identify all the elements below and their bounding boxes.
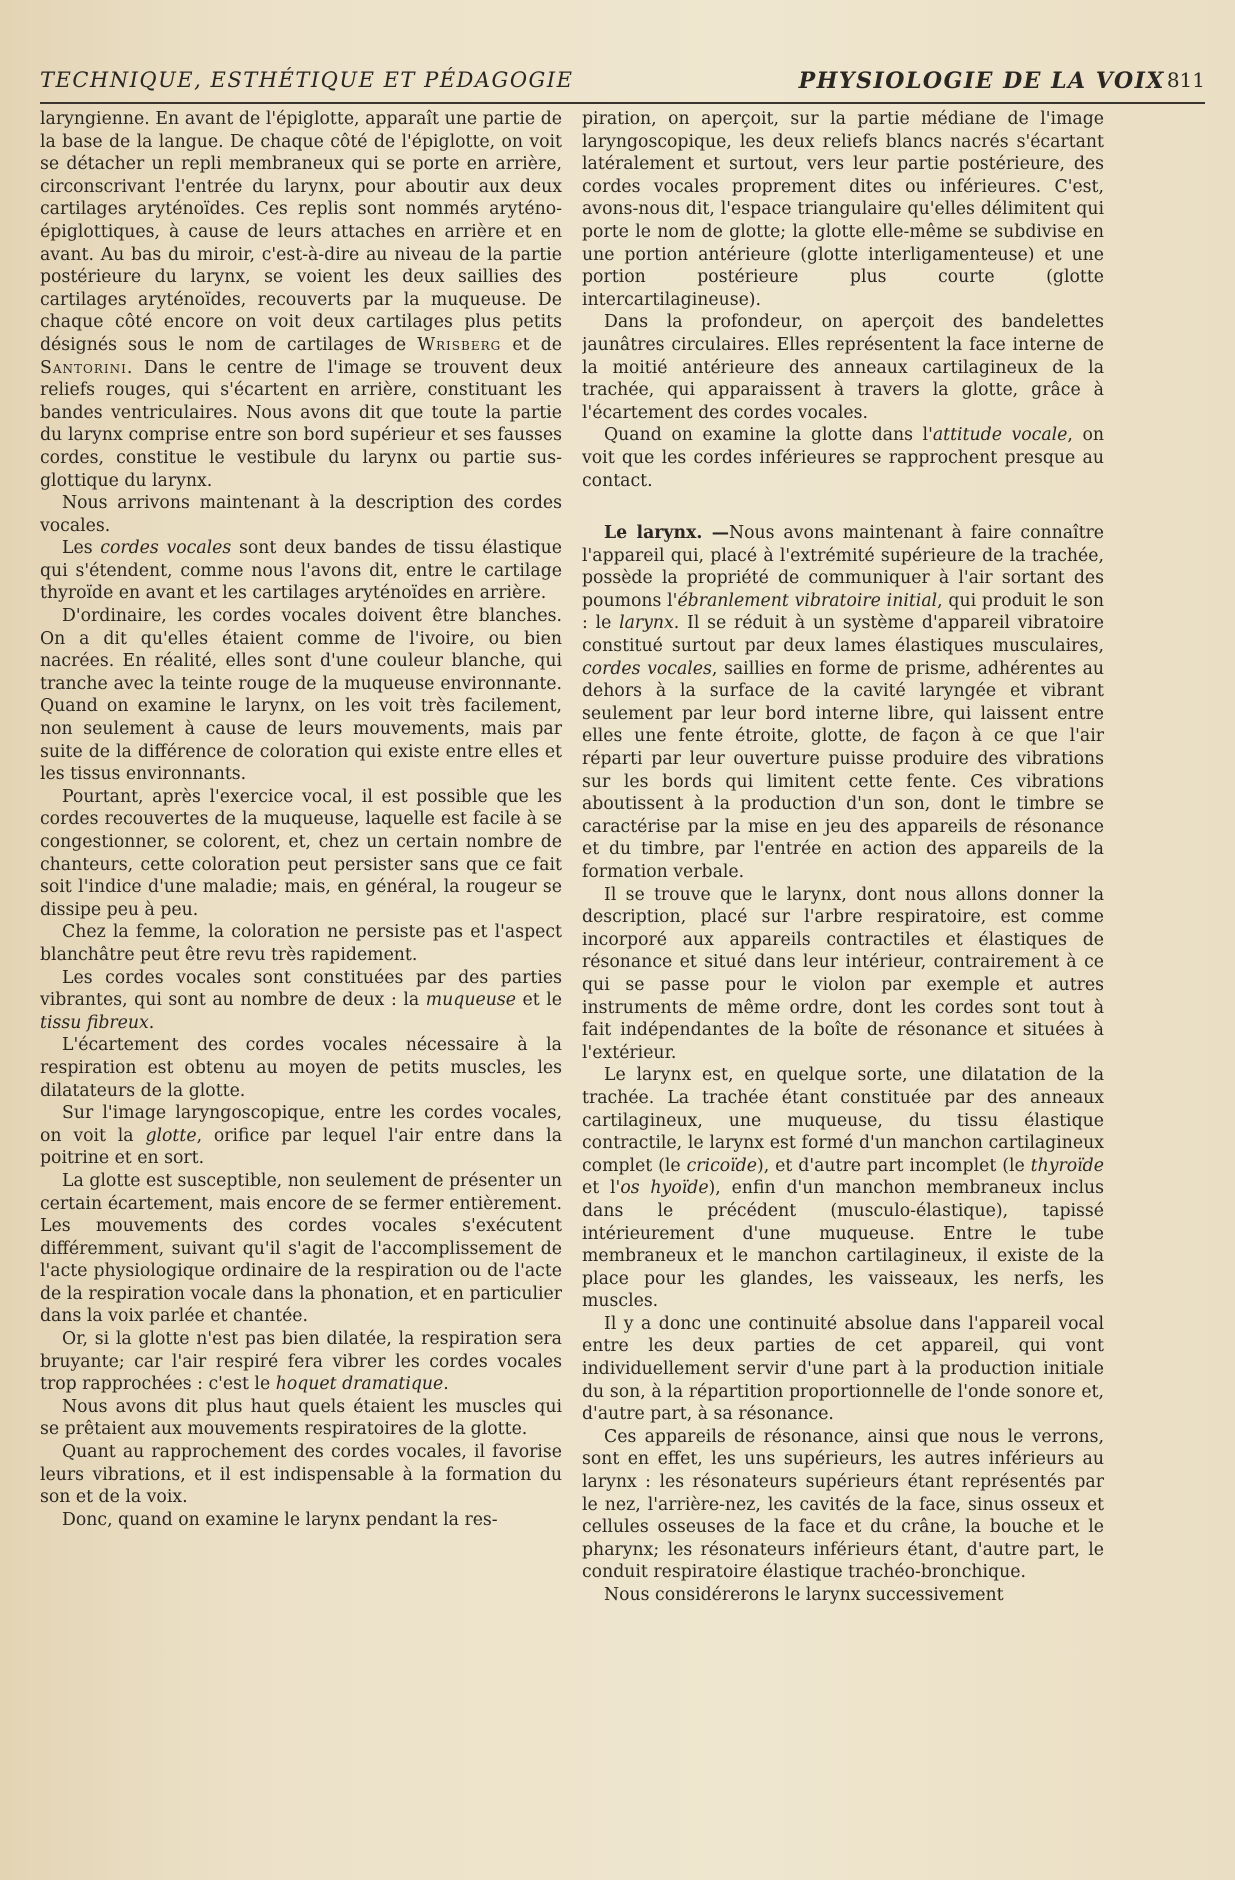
section-title: Le larynx. — bbox=[604, 523, 730, 544]
paragraph: Ces appareils de résonance, ainsi que nous le verrons, sont en effet, les uns supérieurs, les autres inférieurs au larynx : les résonateurs supérieurs étant représentés par le nez, l'arrière-nez, les cavités de la face, sinus osseux et cellules osseuses de la face et du crâne, la bouche et le pharynx; les résonateurs inférieurs étant, d'autre part, le conduit respiratoire élastique trachéo-bronchique. bbox=[582, 1426, 1104, 1583]
paragraph: Il se trouve que le larynx, dont nous allons donner la description, placé sur l'arbre respiratoire, est comme incorporé aux appareils contractiles et élastiques de résonance et situé dans leur intérieur, contrairement à ce qui se passe pour le violon par exemple et autres instruments de même ordre, dont les cordes sont tout à fait indépendantes de la boîte de résonance et situées à l'extérieur. bbox=[582, 884, 1104, 1063]
section-paragraph: Le larynx. —Nous avons maintenant à faire connaître l'appareil qui, placé à l'extrémité supérieure de la trachée, possède la propriété de communiquer à l'air sortant des poumons l'ébranlement vibratoire initial, qui produit le son : le larynx. Il se réduit à un système d'appareil vibratoire constitué surtout par deux lames élastiques musculaires, cordes vocales, saillies en forme de prisme, adhérentes au dehors à la surface de la cavité laryngée et vibrant seulement par leur bord interne libre, qui laissent entre elles une fente étroite, glotte, de façon à ce que l'air réparti par leur ouverture puisse produire des vibrations sur les bords qui limitent cette fente. Ces vibrations aboutissent à la production d'un son, dont le timbre se caractérise par la mise en jeu des appareils de résonance et du timbre, par l'entrée en action des appareils de la formation verbale. bbox=[582, 523, 1104, 882]
paragraph: Le larynx est, en quelque sorte, une dilatation de la trachée. La trachée étant constituée par des anneaux cartilagineux, une muqueuse, du tissu élastique contractile, le larynx est formé d'un manchon cartilagineux complet (le cricoïde), et d'autre part incomplet (le thyroïde et l'os hyoïde), enfin d'un manchon membraneux inclus dans le précédent (musculo-élastique), tapissé intérieurement d'une muqueuse. Entre le tube membraneux et le manchon cartilagineux, il existe de la place pour les glandes, les vaisseaux, les nerfs, les muscles. bbox=[582, 1065, 1104, 1312]
paragraph: Donc, quand on examine le larynx pendant la res- bbox=[62, 1509, 498, 1530]
paragraph: Pourtant, après l'exercice vocal, il est possible que les cordes recouvertes de la muqueuse, laquelle est facile à se congestionner, se colorent, et, chez un certain nombre de chanteurs, cette coloration peut persister sans que ce fait soit l'indice d'une maladie; mais, en général, la rougeur se dissipe peu à peu. bbox=[40, 786, 562, 920]
paragraph: piration, on aperçoit, sur la partie médiane de l'image laryngoscopique, les deux reliefs blancs nacrés s'écartant latéralement et surtout, vers leur partie postérieure, des cordes vocales proprement dites ou inférieures. C'est, avons-nous dit, l'espace triangulaire qu'elles délimitent qui porte le nom de glotte; la glotte elle-même se subdivise en une portion antérieure (glotte interligamenteuse) et une portion postérieure plus courte (glotte intercartilagineuse). bbox=[582, 109, 1104, 310]
running-header bbox=[40, 68, 1205, 104]
left-column bbox=[40, 108, 562, 1868]
paragraph: La glotte est susceptible, non seulement de présenter un certain écartement, mais encore de se fermer entièrement. Les mouvements des cordes vocales s'exécutent différemment, suivant qu'il s'agit de l'accomplissement de l'acte physiologique ordinaire de la respiration ou de l'acte de la respiration vocale dans la phonation, et en particulier dans la voix parlée et chantée. bbox=[40, 1170, 562, 1327]
paragraph: D'ordinaire, les cordes vocales doivent être blanches. On a dit qu'elles étaient comme de l'ivoire, ou bien nacrées. En réalité, elles sont d'une couleur blanche, qui tranche avec la teinte rouge de la muqueuse environnante. Quand on examine le larynx, on les voit très facilement, non seulement à cause de leurs mouvements, mais par suite de la différence de coloration qui existe entre elles et les tissus environnants. bbox=[40, 606, 562, 785]
paragraph: laryngienne. En avant de l'épiglotte, apparaît une partie de la base de la langue. De chaque côté de l'épiglotte, on voit se détacher un repli membraneux qui se porte en arrière, circonscrivant l'entrée du larynx, pour aboutir aux deux cartilages aryténoïdes. Ces replis sont nommés aryténo-épiglottiques, à cause de leurs attaches en arrière et en avant. Au bas du miroir, c'est-à-dire au niveau de la partie postérieure du larynx, se voient les deux saillies des cartilages aryténoïdes, recouverts par la muqueuse. De chaque côté encore on voit deux cartilages plus petits désignés sous le nom de cartilages de Wrisberg et de Santorini. Dans le centre de l'image se trouvent deux reliefs rouges, qui s'écartent en arrière, constituant les bandes ventriculaires. Nous avons dit que toute la partie du larynx comprise entre son bord supérieur et ses fausses cordes, constitue le vestibule du larynx ou partie sus-glottique du larynx. bbox=[40, 109, 562, 491]
paragraph: Nous avons dit plus haut quels étaient les muscles qui se prêtaient aux mouvements respiratoires de la glotte. bbox=[40, 1396, 562, 1440]
paragraph: Il y a donc une continuité absolue dans l'appareil vocal entre les deux parties de cet appareil, qui vont individuellement servir d'une part à la production initiale du son, à la répartition proportionnelle de l'onde sonore et, d'autre part, à sa résonance. bbox=[582, 1313, 1104, 1425]
header-right-title: PHYSIOLOGIE DE LA VOIX bbox=[798, 68, 1165, 94]
page-number: 811 bbox=[1166, 68, 1205, 92]
paragraph: Sur l'image laryngoscopique, entre les cordes vocales, on voit la glotte, orifice par lequel l'air entre dans la poitrine et en sort. bbox=[40, 1103, 562, 1169]
right-column bbox=[582, 108, 1104, 1868]
paragraph: Nous considérerons le larynx successivement bbox=[604, 1585, 1004, 1605]
paragraph: Chez la femme, la coloration ne persiste pas et l'aspect blanchâtre peut être revu très rapidement. bbox=[40, 922, 562, 965]
paragraph: L'écartement des cordes vocales nécessaire à la respiration est obtenu au moyen de petits muscles, les dilatateurs de la glotte. bbox=[40, 1035, 562, 1101]
paragraph: Nous arrivons maintenant à la description des cordes vocales. bbox=[40, 493, 562, 536]
paragraph: Dans la profondeur, on aperçoit des bandelettes jaunâtres circulaires. Elles représentent la face interne de la moitié antérieure des anneaux cartilagineux de la trachée, qui apparaissent à travers la glotte, grâce à l'écartement des cordes vocales. bbox=[582, 312, 1104, 423]
paragraph: Les cordes vocales sont deux bandes de tissu élastique qui s'étendent, comme nous l'avons dit, entre le cartilage thyroïde en avant et les cartilages aryténoïdes en arrière. bbox=[40, 538, 562, 604]
paragraph: Les cordes vocales sont constituées par des parties vibrantes, qui sont au nombre de deux : la muqueuse et le tissu fibreux. bbox=[40, 967, 562, 1033]
header-left-title: TECHNIQUE, ESTHÉTIQUE ET PÉDAGOGIE bbox=[40, 68, 574, 92]
paragraph: Quand on examine la glotte dans l'attitude vocale, on voit que les cordes inférieures se rapprochent presque au contact. bbox=[582, 425, 1104, 491]
paragraph: Quant au rapprochement des cordes vocales, il favorise leurs vibrations, et il est indispensable à la formation du son et de la voix. bbox=[40, 1442, 562, 1508]
paragraph: Or, si la glotte n'est pas bien dilatée, la respiration sera bruyante; car l'air respiré fera vibrer les cordes vocales trop rapprochées : c'est le hoquet dramatique. bbox=[40, 1329, 562, 1395]
